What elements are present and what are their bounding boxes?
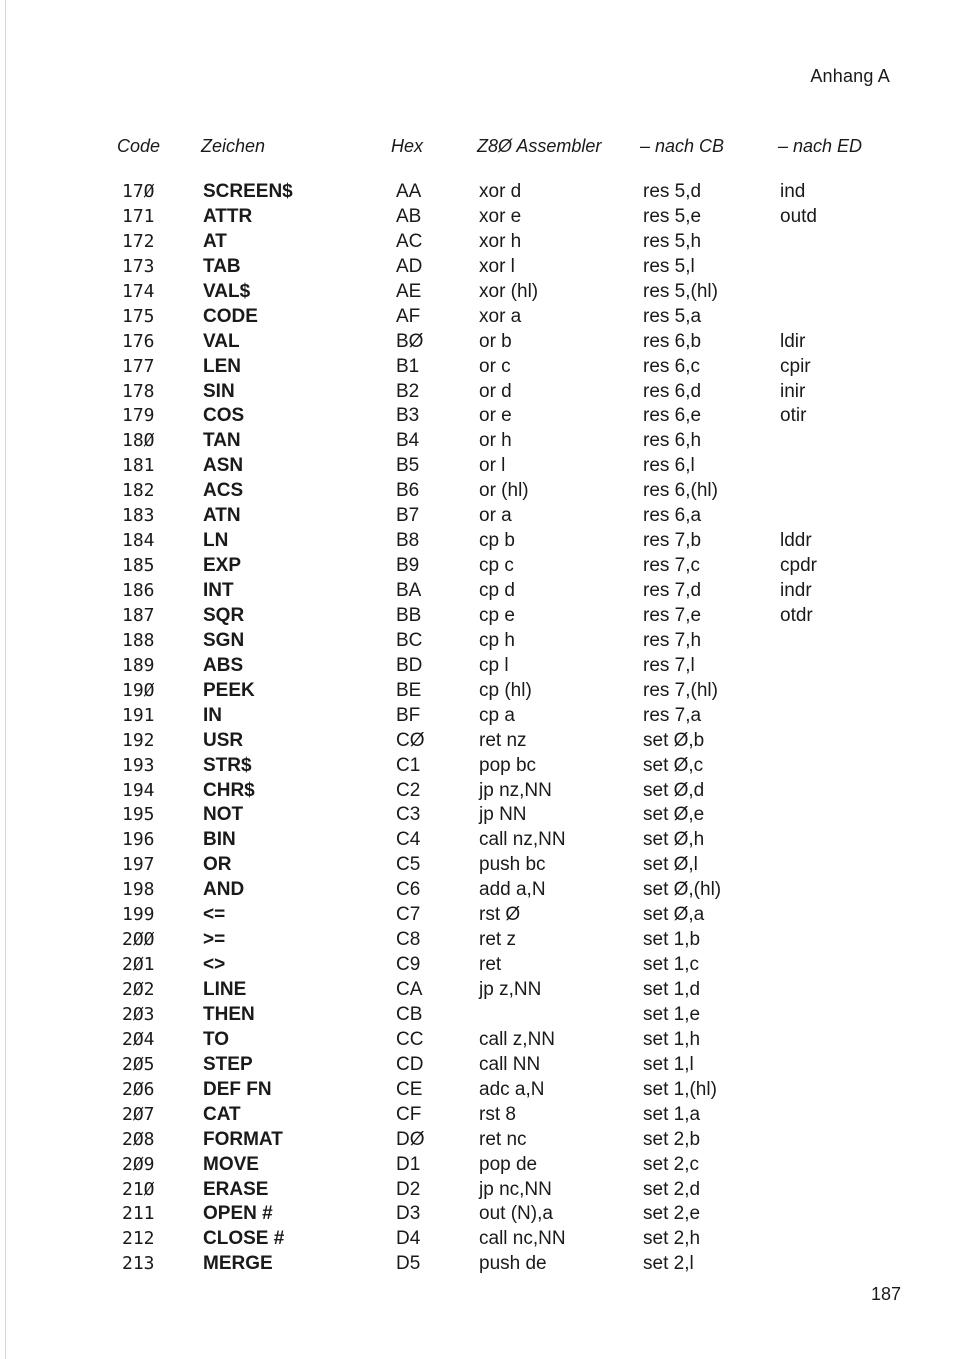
cell-nach-cb: res 6,c — [643, 355, 701, 377]
cell-assembler: xor h — [479, 230, 522, 252]
cell-nach-cb: res 7,a — [643, 704, 702, 726]
cell-nach-cb: res 6,b — [643, 330, 702, 352]
cell-zeichen: FORMAT — [203, 1128, 283, 1150]
cell-code: 2Ø7 — [122, 1103, 155, 1125]
cell-zeichen: BIN — [203, 829, 236, 851]
table-row — [0, 1178, 970, 1203]
cell-zeichen: AND — [203, 879, 245, 901]
cell-nach-cb: res 6,l — [643, 455, 695, 477]
cell-nach-cb: set 1,b — [643, 929, 701, 951]
cell-hex: BØ — [396, 330, 424, 352]
table-row — [0, 280, 970, 305]
cell-code: 19Ø — [122, 679, 155, 701]
cell-code: 2Ø2 — [122, 979, 155, 1000]
cell-zeichen: LN — [203, 530, 229, 552]
cell-nach-cb: set 2,d — [643, 1178, 701, 1200]
page-number: 187 — [871, 1284, 902, 1304]
cell-zeichen: COS — [203, 405, 245, 427]
table-row — [0, 1128, 970, 1153]
cell-assembler: call nc,NN — [479, 1228, 566, 1250]
cell-assembler: xor a — [479, 305, 522, 327]
cell-code: 2Ø8 — [122, 1128, 155, 1150]
cell-hex: BC — [396, 629, 423, 651]
column-header-hex: Hex — [391, 136, 424, 156]
cell-code: 182 — [122, 480, 155, 502]
cell-assembler: out (N),a — [479, 1203, 553, 1225]
cell-hex: AF — [396, 305, 421, 327]
cell-code: 174 — [122, 280, 155, 302]
table-row — [0, 878, 970, 903]
cell-code: 198 — [122, 879, 155, 901]
cell-zeichen: ATTR — [203, 205, 253, 227]
table-row — [0, 704, 970, 729]
cell-hex: D1 — [396, 1153, 421, 1175]
cell-zeichen: <= — [203, 904, 226, 926]
cell-zeichen: ERASE — [203, 1178, 269, 1200]
cell-nach-ed: outd — [780, 205, 817, 227]
cell-hex: BD — [396, 654, 423, 676]
table-row — [0, 828, 970, 853]
cell-code: 196 — [122, 829, 155, 851]
column-header-asm: Z8Ø Assembler — [477, 136, 602, 156]
cell-hex: B7 — [396, 505, 420, 527]
cell-hex: D5 — [396, 1253, 421, 1275]
cell-nach-cb: res 7,c — [643, 555, 701, 577]
cell-assembler: rst 8 — [479, 1103, 516, 1125]
cell-assembler: or a — [479, 505, 512, 527]
cell-assembler: jp nz,NN — [479, 779, 552, 801]
cell-code: 212 — [122, 1228, 155, 1250]
cell-code: 18Ø — [122, 430, 155, 452]
cell-hex: C1 — [396, 754, 421, 776]
cell-code: 2Ø4 — [122, 1028, 155, 1050]
cell-zeichen: CAT — [203, 1103, 241, 1125]
cell-assembler: cp l — [479, 654, 509, 676]
cell-hex: C3 — [396, 804, 421, 826]
cell-hex: C4 — [396, 829, 421, 851]
cell-code: 187 — [122, 604, 155, 626]
table-row — [0, 928, 970, 953]
cell-hex: D3 — [396, 1203, 421, 1225]
cell-nach-cb: set 2,e — [643, 1203, 701, 1225]
table-row — [0, 404, 970, 429]
cell-code: 181 — [122, 455, 155, 477]
cell-zeichen: ASN — [203, 455, 244, 477]
cell-assembler: pop bc — [479, 754, 537, 776]
cell-code: 171 — [122, 205, 155, 227]
cell-code: 173 — [122, 255, 155, 277]
cell-hex: B9 — [396, 555, 420, 577]
cell-nach-cb: res 7,b — [643, 530, 702, 552]
cell-nach-cb: res 5,(hl) — [643, 280, 718, 302]
cell-hex: C9 — [396, 954, 421, 976]
cell-zeichen: VAL — [203, 330, 240, 352]
cell-zeichen: VAL$ — [203, 280, 251, 302]
cell-hex: CD — [396, 1053, 424, 1075]
cell-nach-cb: res 6,h — [643, 430, 702, 452]
cell-code: 194 — [122, 779, 155, 801]
cell-hex: BF — [396, 704, 421, 726]
table-row — [0, 729, 970, 754]
opcode-table — [0, 180, 970, 1277]
cell-assembler: call z,NN — [479, 1028, 556, 1050]
cell-code: 213 — [122, 1253, 155, 1275]
column-header-code: Code — [117, 136, 161, 156]
cell-code: 17Ø — [122, 181, 155, 202]
cell-assembler: jp z,NN — [479, 979, 542, 1000]
cell-nach-cb: res 7,d — [643, 580, 702, 601]
cell-assembler: xor e — [479, 205, 522, 227]
table-row — [0, 255, 970, 280]
cell-code: 211 — [122, 1203, 155, 1225]
cell-assembler: call NN — [479, 1053, 541, 1075]
cell-assembler: cp b — [479, 530, 515, 552]
cell-nach-cb: res 5,a — [643, 305, 702, 327]
table-row — [0, 903, 970, 928]
cell-nach-cb: set 2,l — [643, 1253, 694, 1275]
cell-code: 195 — [122, 804, 155, 826]
cell-zeichen: USR — [203, 729, 244, 751]
cell-assembler: ret nz — [479, 729, 527, 751]
cell-nach-cb: res 5,l — [643, 255, 695, 277]
cell-assembler: xor l — [479, 255, 515, 277]
cell-nach-ed: ind — [780, 181, 806, 202]
table-row — [0, 1053, 970, 1078]
cell-nach-cb: set Ø,d — [643, 779, 705, 801]
cell-nach-cb: res 7,h — [643, 629, 702, 651]
cell-code: 178 — [122, 380, 155, 402]
cell-nach-cb: set Ø,e — [643, 804, 705, 826]
cell-code: 2Ø9 — [122, 1153, 155, 1175]
cell-nach-cb: res 5,h — [643, 230, 702, 252]
cell-nach-cb: res 6,a — [643, 505, 702, 527]
cell-code: 192 — [122, 729, 155, 751]
cell-code: 2Ø3 — [122, 1003, 155, 1025]
cell-nach-cb: res 5,e — [643, 205, 702, 227]
cell-hex: CØ — [396, 729, 425, 751]
cell-assembler: or c — [479, 355, 511, 377]
table-row — [0, 205, 970, 230]
cell-zeichen: DEF FN — [203, 1078, 272, 1100]
table-row — [0, 1227, 970, 1252]
cell-hex: CC — [396, 1028, 424, 1050]
table-row — [0, 1078, 970, 1103]
cell-hex: D4 — [396, 1228, 421, 1250]
cell-code: 2ØØ — [122, 929, 155, 951]
cell-zeichen: SGN — [203, 629, 245, 651]
table-row — [0, 579, 970, 604]
cell-zeichen: EXP — [203, 555, 242, 577]
cell-nach-cb: set Ø,a — [643, 904, 705, 926]
cell-nach-cb: set 1,l — [643, 1053, 694, 1075]
cell-code: 189 — [122, 654, 155, 676]
cell-hex: AC — [396, 230, 423, 252]
cell-nach-ed: lddr — [780, 530, 812, 552]
cell-zeichen: CODE — [203, 305, 258, 327]
cell-zeichen: THEN — [203, 1003, 255, 1025]
table-row — [0, 230, 970, 255]
cell-zeichen: TO — [203, 1028, 230, 1050]
cell-zeichen: SCREEN$ — [203, 181, 293, 202]
cell-nach-cb: res 7,l — [643, 654, 695, 676]
table-row — [0, 978, 970, 1003]
cell-assembler: ret — [479, 954, 502, 976]
cell-nach-cb: res 7,(hl) — [643, 679, 718, 701]
table-row — [0, 779, 970, 804]
cell-code: 186 — [122, 580, 155, 601]
cell-nach-cb: res 6,d — [643, 380, 702, 402]
cell-hex: AD — [396, 255, 423, 277]
cell-zeichen: >= — [203, 929, 226, 951]
cell-assembler: cp (hl) — [479, 679, 532, 701]
table-row — [0, 853, 970, 878]
cell-assembler: cp h — [479, 629, 515, 651]
cell-hex: DØ — [396, 1128, 425, 1150]
cell-assembler: push bc — [479, 854, 546, 876]
cell-zeichen: MERGE — [203, 1253, 273, 1275]
cell-nach-cb: set 1,d — [643, 979, 701, 1000]
table-row — [0, 1153, 970, 1178]
cell-code: 199 — [122, 904, 155, 926]
table-row — [0, 454, 970, 479]
cell-nach-cb: set 1,c — [643, 954, 699, 976]
cell-hex: C7 — [396, 904, 421, 926]
cell-zeichen: TAN — [203, 430, 241, 452]
cell-nach-cb: set 1,e — [643, 1003, 701, 1025]
cell-nach-ed: ldir — [780, 330, 806, 352]
cell-hex: BE — [396, 679, 422, 701]
cell-code: 191 — [122, 704, 155, 726]
cell-assembler: ret nc — [479, 1128, 527, 1150]
cell-assembler: jp NN — [479, 804, 527, 826]
cell-code: 188 — [122, 629, 155, 651]
table-row — [0, 1003, 970, 1028]
table-row — [0, 654, 970, 679]
table-row — [0, 305, 970, 330]
cell-nach-ed: cpir — [780, 355, 811, 377]
cell-hex: AB — [396, 205, 422, 227]
cell-hex: D2 — [396, 1178, 421, 1200]
cell-code: 2Ø6 — [122, 1078, 155, 1100]
cell-hex: B8 — [396, 530, 420, 552]
cell-hex: C8 — [396, 929, 421, 951]
cell-assembler: or l — [479, 455, 506, 477]
cell-hex: CE — [396, 1078, 423, 1100]
cell-nach-cb: set 1,h — [643, 1028, 701, 1050]
table-row — [0, 629, 970, 654]
table-row — [0, 1028, 970, 1053]
table-row — [0, 380, 970, 405]
cell-zeichen: <> — [203, 954, 226, 976]
cell-zeichen: LEN — [203, 355, 241, 377]
cell-zeichen: INT — [203, 580, 234, 601]
cell-code: 177 — [122, 355, 155, 377]
cell-zeichen: AT — [203, 230, 227, 252]
table-row — [0, 180, 970, 205]
table-row — [0, 1252, 970, 1277]
cell-assembler: add a,N — [479, 879, 546, 901]
cell-hex: B2 — [396, 380, 420, 402]
cell-nach-cb: res 5,d — [643, 181, 702, 202]
cell-nach-cb: res 6,e — [643, 405, 702, 427]
cell-zeichen: TAB — [203, 255, 241, 277]
cell-code: 179 — [122, 405, 155, 427]
table-row — [0, 604, 970, 629]
table-row — [0, 529, 970, 554]
cell-assembler: pop de — [479, 1153, 538, 1175]
cell-nach-cb: set 2,c — [643, 1153, 699, 1175]
cell-hex: C6 — [396, 879, 421, 901]
cell-nach-cb: set Ø,c — [643, 754, 704, 776]
cell-zeichen: SQR — [203, 604, 245, 626]
cell-zeichen: NOT — [203, 804, 244, 826]
table-row — [0, 479, 970, 504]
table-row — [0, 330, 970, 355]
cell-nach-ed: cpdr — [780, 555, 817, 577]
cell-nach-cb: set 2,b — [643, 1128, 701, 1150]
cell-code: 193 — [122, 754, 155, 776]
cell-nach-cb: set Ø,b — [643, 729, 705, 751]
cell-hex: AE — [396, 280, 422, 302]
cell-hex: CA — [396, 979, 423, 1000]
cell-zeichen: STEP — [203, 1053, 253, 1075]
cell-hex: CF — [396, 1103, 422, 1125]
cell-zeichen: CHR$ — [203, 779, 255, 801]
column-header-ed: – nach ED — [778, 136, 863, 156]
cell-code: 175 — [122, 305, 155, 327]
cell-nach-ed: indr — [780, 580, 812, 601]
cell-nach-cb: res 7,e — [643, 604, 702, 626]
cell-assembler: call nz,NN — [479, 829, 566, 851]
cell-nach-cb: set Ø,h — [643, 829, 705, 851]
cell-nach-ed: inir — [780, 380, 806, 402]
cell-hex: AA — [396, 181, 422, 202]
table-row — [0, 754, 970, 779]
cell-zeichen: IN — [203, 704, 222, 726]
table-row — [0, 355, 970, 380]
cell-zeichen: CLOSE # — [203, 1228, 285, 1250]
cell-hex: B5 — [396, 455, 420, 477]
cell-nach-cb: set 2,h — [643, 1228, 701, 1250]
cell-code: 172 — [122, 230, 155, 252]
table-row — [0, 554, 970, 579]
cell-assembler: cp c — [479, 555, 514, 577]
cell-hex: CB — [396, 1003, 423, 1025]
column-header-zeichen: Zeichen — [201, 136, 266, 156]
cell-hex: C2 — [396, 779, 421, 801]
cell-zeichen: PEEK — [203, 679, 255, 701]
cell-hex: B3 — [396, 405, 420, 427]
cell-code: 2Ø1 — [122, 954, 155, 976]
cell-code: 185 — [122, 555, 155, 577]
cell-code: 21Ø — [122, 1178, 155, 1200]
cell-hex: C5 — [396, 854, 421, 876]
table-row — [0, 679, 970, 704]
cell-nach-ed: otir — [780, 405, 807, 427]
cell-code: 176 — [122, 330, 155, 352]
cell-assembler: or d — [479, 380, 512, 402]
cell-nach-cb: set 1,(hl) — [643, 1078, 717, 1100]
cell-assembler: jp nc,NN — [479, 1178, 552, 1200]
cell-zeichen: ACS — [203, 480, 244, 502]
cell-assembler: xor (hl) — [479, 280, 539, 302]
cell-hex: B1 — [396, 355, 420, 377]
table-row — [0, 803, 970, 828]
cell-assembler: or e — [479, 405, 512, 427]
cell-nach-cb: set Ø,l — [643, 854, 698, 876]
cell-assembler: cp d — [479, 580, 515, 601]
cell-assembler: or h — [479, 430, 512, 452]
cell-assembler: rst Ø — [479, 904, 521, 926]
cell-hex: B4 — [396, 430, 420, 452]
cell-nach-cb: set 1,a — [643, 1103, 701, 1125]
table-row — [0, 953, 970, 978]
cell-assembler: ret z — [479, 929, 516, 951]
table-row — [0, 429, 970, 454]
cell-code: 183 — [122, 505, 155, 527]
column-header-cb: – nach CB — [640, 136, 725, 156]
cell-nach-cb: set Ø,(hl) — [643, 879, 722, 901]
cell-zeichen: MOVE — [203, 1153, 259, 1175]
cell-zeichen: ATN — [203, 505, 241, 527]
cell-code: 184 — [122, 530, 155, 552]
cell-assembler: adc a,N — [479, 1078, 545, 1100]
cell-zeichen: STR$ — [203, 754, 252, 776]
cell-zeichen: SIN — [203, 380, 235, 402]
cell-assembler: or b — [479, 330, 512, 352]
cell-assembler: cp e — [479, 604, 515, 626]
cell-zeichen: ABS — [203, 654, 244, 676]
cell-hex: BA — [396, 580, 422, 601]
cell-nach-ed: otdr — [780, 604, 813, 626]
cell-zeichen: LINE — [203, 979, 247, 1000]
cell-zeichen: OR — [203, 854, 232, 876]
cell-code: 2Ø5 — [122, 1053, 155, 1075]
cell-hex: BB — [396, 604, 422, 626]
cell-assembler: or (hl) — [479, 480, 529, 502]
table-row — [0, 1202, 970, 1227]
cell-code: 197 — [122, 854, 155, 876]
cell-assembler: push de — [479, 1253, 547, 1275]
cell-nach-cb: res 6,(hl) — [643, 480, 718, 502]
table-row — [0, 504, 970, 529]
table-row — [0, 1103, 970, 1128]
cell-hex: B6 — [396, 480, 420, 502]
cell-assembler: xor d — [479, 181, 522, 202]
cell-assembler: cp a — [479, 704, 515, 726]
cell-zeichen: OPEN # — [203, 1203, 273, 1225]
running-head: Anhang A — [810, 66, 890, 86]
